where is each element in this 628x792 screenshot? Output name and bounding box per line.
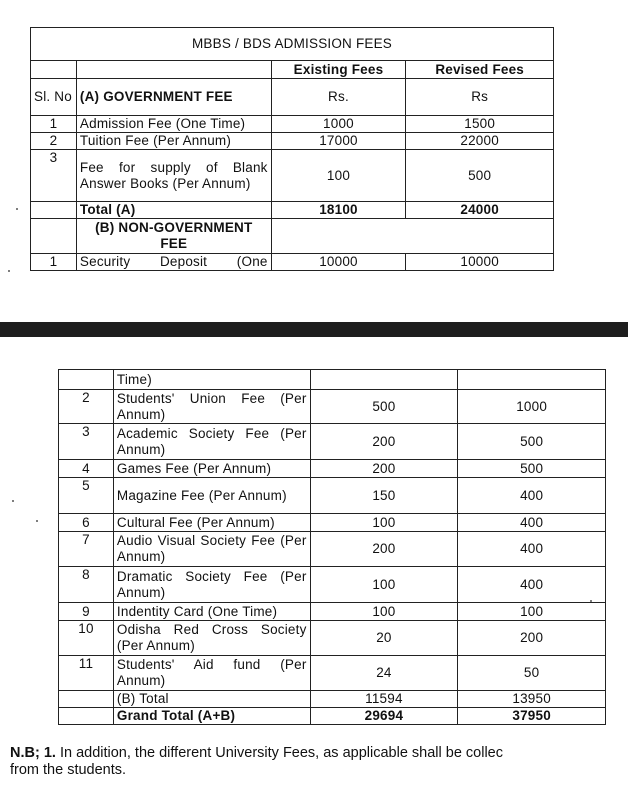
blank-cell [31,219,77,254]
row-revised: 1000 [458,390,606,424]
section-b-heading: (B) NON-GOVERNMENT FEE [76,219,271,254]
row-no: 9 [59,603,114,621]
table-row [31,254,554,271]
scan-speck [590,600,592,602]
row-item: Students' Aid fund (Per Annum) [113,656,310,691]
total-a-revised: 24000 [406,202,554,219]
row-existing: 100 [271,150,406,202]
row-existing: 200 [310,532,458,567]
total-a-label: Total (A) [76,202,271,219]
row-existing: 100 [310,567,458,603]
section-a-heading: (A) GOVERNMENT FEE [76,79,271,116]
total-a-row [31,202,554,219]
row-no: 3 [59,424,114,460]
row-item: Fee for supply of Blank Answer Books (Per Annum) [76,150,271,202]
scan-speck [16,208,18,210]
row-item: Magazine Fee (Per Annum) [113,478,310,514]
footnote-line1: In addition, the different University Fees, as applicable shall be collec [59,745,503,761]
row-existing: 24 [310,656,458,691]
row-item: Cultural Fee (Per Annum) [113,514,310,532]
table-row [31,116,554,133]
table-row [59,424,606,460]
page-divider [0,322,628,337]
blank-cell [458,370,606,390]
footnote-line2: from the students. [10,762,127,778]
row-item: Academic Society Fee (Per Annum) [113,424,310,460]
row-item: Games Fee (Per Annum) [113,460,310,478]
footnote [10,745,628,779]
row-existing: 500 [310,390,458,424]
blank-cell [76,61,271,79]
blank-cell [59,370,114,390]
row-no: 2 [59,390,114,424]
admission-fees-table-part2 [58,369,606,725]
table-row [59,621,606,656]
row-existing: 20 [310,621,458,656]
table-row [59,603,606,621]
row-item: Odisha Red Cross Society (Per Annum) [113,621,310,656]
row-existing: 10000 [271,254,406,271]
row-item: Audio Visual Society Fee (Per Annum) [113,532,310,567]
total-b-existing: 11594 [310,691,458,708]
unit-existing: Rs. [271,79,406,116]
row-no: 6 [59,514,114,532]
blank-cell [310,370,458,390]
table-row [59,656,606,691]
grand-total-row [59,708,606,725]
scan-speck [8,270,10,272]
row-existing: 17000 [271,133,406,150]
row-no: 10 [59,621,114,656]
table-row [59,460,606,478]
row-no: 8 [59,567,114,603]
row-existing: 100 [310,603,458,621]
row-revised: 50 [458,656,606,691]
row-revised: 400 [458,532,606,567]
table-row [31,133,554,150]
row-item: Security Deposit (One [76,254,271,271]
blank-cell [59,708,114,725]
row-revised: 500 [406,150,554,202]
continued-text: Time) [113,370,310,390]
row-item: Dramatic Society Fee (Per Annum) [113,567,310,603]
row-item: Tuition Fee (Per Annum) [76,133,271,150]
row-item: Admission Fee (One Time) [76,116,271,133]
total-b-revised: 13950 [458,691,606,708]
row-revised: 10000 [406,254,554,271]
row-no: 2 [31,133,77,150]
header-existing-fees: Existing Fees [271,61,406,79]
row-existing: 200 [310,424,458,460]
row-existing: 100 [310,514,458,532]
total-b-label: (B) Total [113,691,310,708]
row-revised: 1500 [406,116,554,133]
row-revised: 500 [458,424,606,460]
grand-total-label: Grand Total (A+B) [113,708,310,725]
row-no: 7 [59,532,114,567]
table-row [31,150,554,202]
total-a-existing: 18100 [271,202,406,219]
row-existing: 200 [310,460,458,478]
total-b-row [59,691,606,708]
row-revised: 22000 [406,133,554,150]
blank-cell [31,202,77,219]
row-no: 3 [31,150,77,202]
row-existing: 1000 [271,116,406,133]
row-revised: 400 [458,478,606,514]
admission-fees-table-part1 [30,27,554,271]
row-revised: 400 [458,514,606,532]
table-row [59,514,606,532]
table-row [59,567,606,603]
row-item: Indentity Card (One Time) [113,603,310,621]
row-no: 11 [59,656,114,691]
unit-revised: Rs [406,79,554,116]
scan-speck [36,520,38,522]
table-title: MBBS / BDS ADMISSION FEES [31,28,554,61]
table-row [59,532,606,567]
row-no: 1 [31,254,77,271]
grand-total-existing: 29694 [310,708,458,725]
row-no: 1 [31,116,77,133]
blank-cell [59,691,114,708]
table-row [59,478,606,514]
row-revised: 400 [458,567,606,603]
footnote-prefix: N.B; 1. [10,745,56,761]
row-item: Students' Union Fee (Per Annum) [113,390,310,424]
header-sl-no: Sl. No [31,79,77,116]
row-no: 4 [59,460,114,478]
row-revised: 500 [458,460,606,478]
row-no: 5 [59,478,114,514]
row-existing: 150 [310,478,458,514]
row-revised: 200 [458,621,606,656]
table-row [59,390,606,424]
header-revised-fees: Revised Fees [406,61,554,79]
grand-total-revised: 37950 [458,708,606,725]
scan-speck [12,500,14,502]
row-revised: 100 [458,603,606,621]
blank-cell [31,61,77,79]
blank-cell [271,219,553,254]
